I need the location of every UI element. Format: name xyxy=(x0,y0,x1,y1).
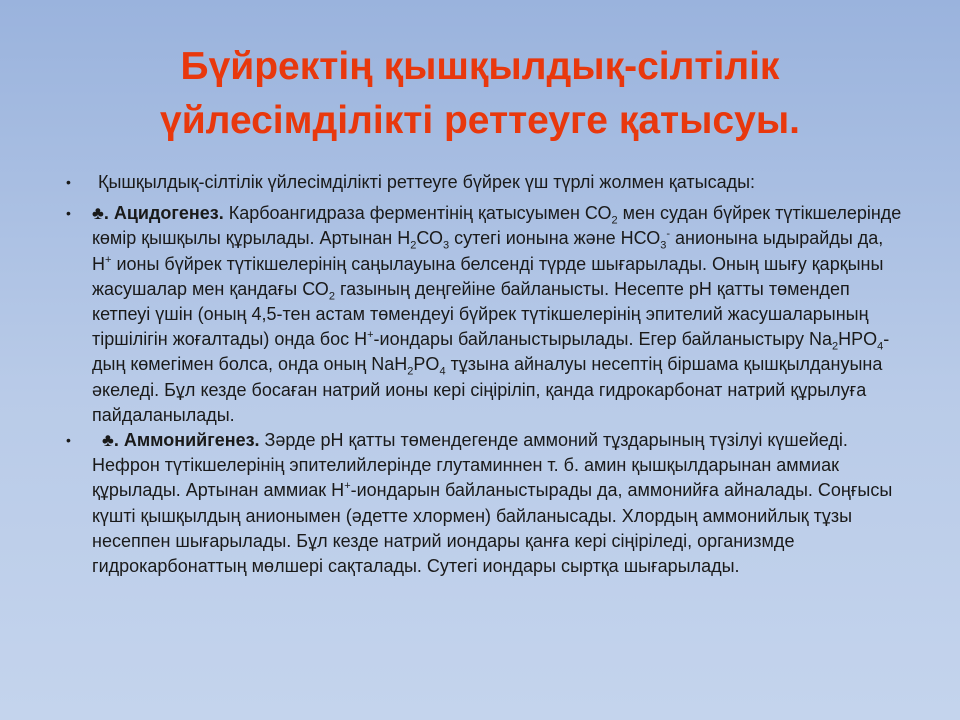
bullet-marker: • xyxy=(66,432,71,449)
bullet-marker: • xyxy=(66,205,71,222)
bullet-marker: • xyxy=(66,174,71,190)
text-run: -иондары байланыстырылады. Егер байланыстыру Na xyxy=(373,329,833,350)
subscript: 4 xyxy=(439,366,446,379)
bullet-item-intro xyxy=(66,170,902,195)
slide-body xyxy=(66,170,902,579)
acidogenesis-paragraph xyxy=(92,201,902,428)
subscript: 3 xyxy=(443,240,450,252)
superscript: - xyxy=(666,228,671,241)
text-run: газының деңгейіне байланысты. Несепте рН қатты төмендеп кетпеуі үшін (оның 4,5-тен астам төмендеуі бүйрек түтікшелерінің эпителий жасушаларының тіршілігін жоғалтады) онда бос Н xyxy=(92,278,869,350)
subscript: 4 xyxy=(877,340,884,353)
ammoniogenesis-paragraph xyxy=(92,428,902,579)
text-run: Зәрде рН қатты төмендегенде аммоний тұздарының түзілуі күшейеді. Нефрон түтікшелерінің эпителийлерінде глутаминнен т. б. амин қышқылдарынан аммиак құрылады. Артынан аммиак Н xyxy=(92,430,848,501)
subscript: 2 xyxy=(611,214,618,227)
acidogenesis-heading: ♣. Ацидогенез. xyxy=(92,203,224,224)
text-run: ионы бүйрек түтікшелерінің саңылауына белсенді түрде шығарылады. Оның шығу қарқыны жасушалар мен қандағы СО xyxy=(92,253,884,299)
ammoniogenesis-heading: ♣. Аммонийгенез. xyxy=(102,430,260,451)
superscript: + xyxy=(344,480,351,493)
subscript: 2 xyxy=(410,240,417,252)
slide-title xyxy=(60,40,900,148)
text-run: -иондарын байланыстырады да, аммонийға айналады. Соңғысы күшті қышқылдың анионымен (әдетте хлормен) байланысады. Хлордың аммонийлық тұзы несеппен шығарылады. Бұл кезде натрий иондары қанға кері сіңіріледі, организмде гидрокарбонаттың мөлшері сақталады. Сутегі иондары сыртқа шығарылады. xyxy=(92,480,893,577)
bullet-item-acidogenesis xyxy=(66,201,902,428)
text-run: тұзына айналуы несептің біршама қышқылдануына әкеледі. Бұл кезде босаған натрий ионы кері сіңіріліп, қанда гидрокарбонат натрий құрылуға пайдаланылады. xyxy=(92,354,883,425)
text-run: -дың көмегімен болса, онда оның NaH xyxy=(92,329,890,375)
text-run: Карбоангидраза ферментінің қатысуымен СО xyxy=(223,203,612,224)
title-line-1: Бүйректің қышқылдық-сілтілік xyxy=(180,45,780,88)
subscript: 2 xyxy=(328,290,335,303)
bullet-item-ammoniogenesis xyxy=(66,428,902,579)
text-run: СО xyxy=(416,228,443,249)
subscript: 3 xyxy=(660,240,667,252)
text-run: мен судан бүйрек түтікшелерінде көмір қышқылы құрылады. Артынан Н xyxy=(92,203,902,249)
superscript: + xyxy=(105,253,112,266)
text-run: сутегі ионына және НСО xyxy=(449,228,661,249)
subscript: 2 xyxy=(832,340,839,353)
superscript: + xyxy=(367,329,374,342)
intro-text: Қышқылдық-сілтілік үйлесімділікті реттеуге бүйрек үш түрлі жолмен қатысады: xyxy=(98,172,756,192)
subscript: 2 xyxy=(407,366,414,379)
text-run: HPO xyxy=(838,329,878,350)
text-run: анионына ыдырайды да, Н xyxy=(92,228,884,274)
title-line-2: үйлесімділікті реттеуге қатысуы. xyxy=(160,99,800,142)
text-run: PO xyxy=(413,354,440,375)
